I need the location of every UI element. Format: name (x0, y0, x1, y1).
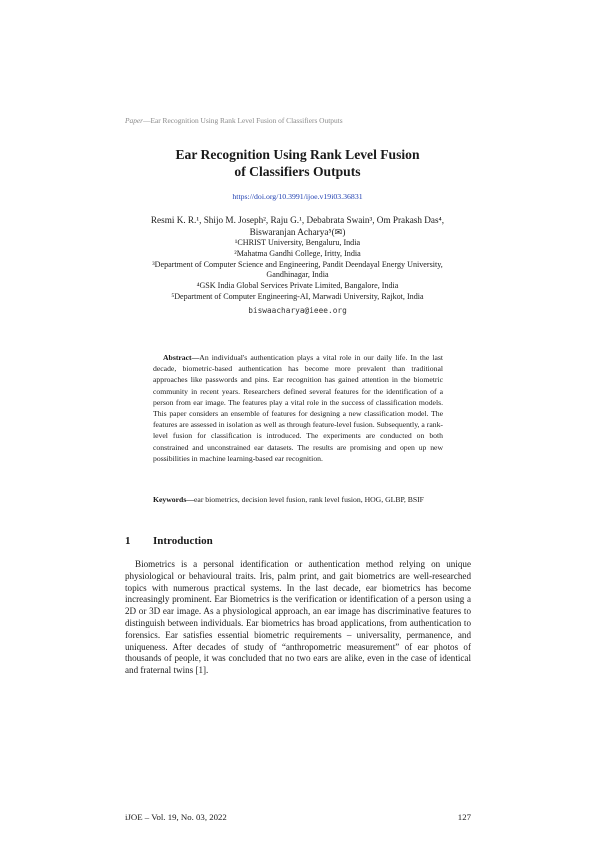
abstract-label: Abstract— (163, 353, 200, 362)
affiliation-3: ³Department of Computer Science and Engineering, Pandit Deendayal Energy University, (152, 259, 443, 269)
intro-paragraph (125, 559, 471, 677)
corresponding-email[interactable]: biswaacharya@ieee.org (248, 306, 347, 315)
authors-line-2: Biswaranjan Acharya⁵(✉) (249, 227, 346, 237)
title-line-2: of Classifiers Outputs (234, 164, 361, 179)
affiliation-1: ¹CHRIST University, Bengaluru, India (234, 238, 361, 247)
keywords (153, 494, 443, 505)
keywords-text: ear biometrics, decision level fusion, rank level fusion, HOG, GLBP, BSIF (194, 495, 424, 504)
affiliation-2: ²Mahatma Gandhi College, Iritty, India (234, 248, 361, 258)
doi-link[interactable]: https://doi.org/10.3991/ijoe.v19i03.36831 (232, 192, 363, 201)
running-head (125, 116, 343, 125)
paper-title (100, 146, 495, 180)
affiliation-4: ⁴GSK India Global Services Private Limited, Bangalore, India (196, 281, 399, 291)
running-head-separator: — (143, 116, 151, 125)
affiliation-5: ⁵Department of Computer Engineering-AI, Marwadi University, Rajkot, India (171, 291, 424, 301)
author-list (120, 214, 475, 238)
abstract-text: An individual's authentication plays a vital role in our daily life. In the last decade, biometric-based authentication has become more prevalent than traditional approaches like passwords and pins. Ear recognition has gained attention in the biometric community in recent years. Researchers defined several features for the identification of a person from ear image. The features play a vital role in the success of classification models. This paper considers an ensemble of features for designing a new classification model. The features are assessed in isolation as well as through feature-level fusion. Subsequently, a rank-level fusion for classification is introduced. The experiments are conducted on both constrained and unconstrained ear datasets. The results are promising and open up new possibilities in machine learning-based ear recognition. (153, 353, 443, 463)
authors-line-1: Resmi K. R.¹, Shijo M. Joseph², Raju G.¹, Debabrata Swain³, Om Prakash Das⁴, (150, 215, 445, 225)
section-heading (125, 535, 213, 547)
section-title: Introduction (153, 535, 213, 547)
footer-journal: iJOE ‒ Vol. 19, No. 03, 2022 (125, 812, 227, 822)
section-number: 1 (125, 535, 131, 547)
footer-page-number: 127 (457, 812, 471, 822)
affiliation-3-cont: Gandhinagar, India (266, 270, 329, 280)
keywords-label: Keywords— (153, 495, 194, 504)
running-head-prefix: Paper (125, 116, 144, 125)
title-line-1: Ear Recognition Using Rank Level Fusion (175, 147, 420, 162)
abstract (153, 352, 443, 464)
affiliations (120, 238, 475, 303)
running-head-title: Ear Recognition Using Rank Level Fusion of Classifiers Outputs (150, 116, 343, 125)
intro-paragraph-text: Biometrics is a personal identification or authentication method relying on unique physiological or behavioural traits. Iris, palm print, and gait biometrics are well-researched topics with numerous practical systems. In the last decade, ear biometrics has become increasingly prominent. Ear Biometrics is the verification or identification of a person using a 2D or 3D ear image. As a physiological approach, an ear image has discriminative features to distinguish between individuals. Ear biometrics has broad applications, from authentication to forensics. Ear satisfies essential biometric requirements – universality, permanence, and uniqueness. After decades of study of “anthropometric measurement” of ear photos of thousands of people, it was concluded that no two ears are alike, even in the case of identical and fraternal twins [1]. (125, 559, 471, 676)
